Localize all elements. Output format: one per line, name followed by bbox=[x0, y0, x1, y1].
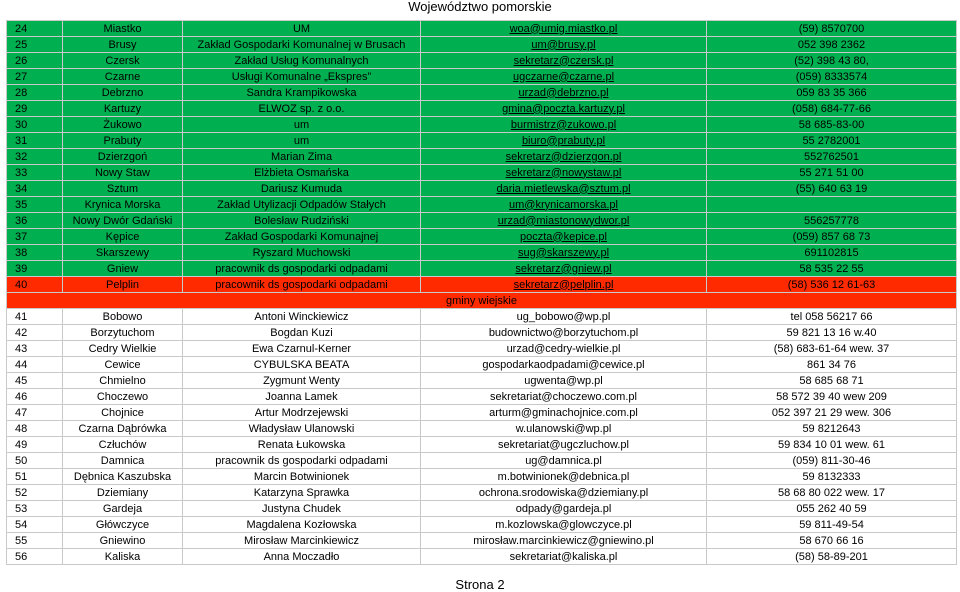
row-number: 39 bbox=[7, 261, 63, 277]
table-row bbox=[7, 309, 957, 325]
contact-name-cell: Bolesław Rudziński bbox=[183, 213, 421, 229]
table-row bbox=[7, 101, 957, 117]
row-number: 26 bbox=[7, 53, 63, 69]
email-cell bbox=[421, 197, 707, 213]
town-cell: Żukowo bbox=[63, 117, 183, 133]
town-cell: Człuchów bbox=[63, 437, 183, 453]
town-cell: Damnica bbox=[63, 453, 183, 469]
phone-cell: 055 262 40 59 bbox=[707, 501, 957, 517]
contact-name-cell: pracownik ds gospodarki odpadami bbox=[183, 261, 421, 277]
email-cell: arturm@gminachojnice.com.pl bbox=[421, 405, 707, 421]
email-cell bbox=[421, 277, 707, 293]
email-cell: ugwenta@wp.pl bbox=[421, 373, 707, 389]
row-number: 24 bbox=[7, 21, 63, 37]
town-cell: Dzierzgoń bbox=[63, 149, 183, 165]
contact-name-cell: ELWOZ sp. z o.o. bbox=[183, 101, 421, 117]
town-cell: Chojnice bbox=[63, 405, 183, 421]
contact-name-cell: Dariusz Kumuda bbox=[183, 181, 421, 197]
phone-cell: tel 058 56217 66 bbox=[707, 309, 957, 325]
email-cell: sekretariat@choczewo.com.pl bbox=[421, 389, 707, 405]
town-cell: Cedry Wielkie bbox=[63, 341, 183, 357]
table-row bbox=[7, 373, 957, 389]
phone-cell: 691102815 bbox=[707, 245, 957, 261]
town-cell: Główczyce bbox=[63, 517, 183, 533]
table-row bbox=[7, 485, 957, 501]
email-cell bbox=[421, 69, 707, 85]
row-number: 56 bbox=[7, 549, 63, 565]
town-cell: Choczewo bbox=[63, 389, 183, 405]
row-number: 46 bbox=[7, 389, 63, 405]
row-number: 45 bbox=[7, 373, 63, 389]
contact-name-cell: Władysław Ulanowski bbox=[183, 421, 421, 437]
email-cell bbox=[421, 53, 707, 69]
row-number: 52 bbox=[7, 485, 63, 501]
table-row bbox=[7, 229, 957, 245]
row-number: 43 bbox=[7, 341, 63, 357]
email-cell: urzad@cedry-wielkie.pl bbox=[421, 341, 707, 357]
phone-cell: 59 8132333 bbox=[707, 469, 957, 485]
phone-cell: 55 271 51 00 bbox=[707, 165, 957, 181]
town-cell: Gniewino bbox=[63, 533, 183, 549]
email-cell bbox=[421, 133, 707, 149]
contact-name-cell: pracownik ds gospodarki odpadami bbox=[183, 277, 421, 293]
town-cell: Sztum bbox=[63, 181, 183, 197]
contact-name-cell: um bbox=[183, 133, 421, 149]
contact-name-cell: Ryszard Muchowski bbox=[183, 245, 421, 261]
email-link[interactable]: poczta@kepice.pl bbox=[520, 230, 607, 243]
table-row bbox=[7, 357, 957, 373]
row-number: 55 bbox=[7, 533, 63, 549]
email-cell bbox=[421, 165, 707, 181]
table-row bbox=[7, 117, 957, 133]
email-link[interactable]: sekretarz@nowystaw.pl bbox=[505, 166, 622, 179]
town-cell: Borzytuchom bbox=[63, 325, 183, 341]
phone-cell: 052 397 21 29 wew. 306 bbox=[707, 405, 957, 421]
email-cell bbox=[421, 245, 707, 261]
table-row bbox=[7, 549, 957, 565]
table-row bbox=[7, 421, 957, 437]
row-number: 44 bbox=[7, 357, 63, 373]
table-row bbox=[7, 213, 957, 229]
row-number: 54 bbox=[7, 517, 63, 533]
town-cell: Bobowo bbox=[63, 309, 183, 325]
row-number: 38 bbox=[7, 245, 63, 261]
phone-cell: 052 398 2362 bbox=[707, 37, 957, 53]
section-label: gminy wiejskie bbox=[7, 293, 957, 309]
email-cell bbox=[421, 229, 707, 245]
contact-name-cell: CYBULSKA BEATA bbox=[183, 357, 421, 373]
phone-cell: 58 670 66 16 bbox=[707, 533, 957, 549]
contact-name-cell: Bogdan Kuzi bbox=[183, 325, 421, 341]
row-number: 51 bbox=[7, 469, 63, 485]
section-header-row bbox=[7, 293, 957, 309]
phone-cell: 556257778 bbox=[707, 213, 957, 229]
town-cell: Skarszewy bbox=[63, 245, 183, 261]
town-cell: Cewice bbox=[63, 357, 183, 373]
email-cell: budownictwo@borzytuchom.pl bbox=[421, 325, 707, 341]
email-cell bbox=[421, 85, 707, 101]
table-row bbox=[7, 245, 957, 261]
email-link[interactable]: burmistrz@zukowo.pl bbox=[510, 118, 617, 131]
table-row bbox=[7, 133, 957, 149]
phone-cell: 58 685-83-00 bbox=[707, 117, 957, 133]
email-link[interactable]: daria.mietlewska@sztum.pl bbox=[496, 182, 631, 195]
email-cell: m.kozlowska@glowczyce.pl bbox=[421, 517, 707, 533]
row-number: 33 bbox=[7, 165, 63, 181]
row-number: 41 bbox=[7, 309, 63, 325]
row-number: 40 bbox=[7, 277, 63, 293]
contact-name-cell: Joanna Lamek bbox=[183, 389, 421, 405]
email-link[interactable]: woa@umig.miastko.pl bbox=[509, 22, 618, 35]
email-cell: mirosław.marcinkiewicz@gniewino.pl bbox=[421, 533, 707, 549]
row-number: 27 bbox=[7, 69, 63, 85]
page-title: Województwo pomorskie bbox=[408, 0, 552, 14]
email-cell: m.botwinionek@debnica.pl bbox=[421, 469, 707, 485]
town-cell: Gniew bbox=[63, 261, 183, 277]
phone-cell: 59 8212643 bbox=[707, 421, 957, 437]
town-cell: Nowy Staw bbox=[63, 165, 183, 181]
phone-cell: 58 535 22 55 bbox=[707, 261, 957, 277]
town-cell: Miastko bbox=[63, 21, 183, 37]
row-number: 37 bbox=[7, 229, 63, 245]
phone-cell: (58) 58-89-201 bbox=[707, 549, 957, 565]
phone-cell: (59) 8570700 bbox=[707, 21, 957, 37]
table-row bbox=[7, 517, 957, 533]
town-cell: Dębnica Kaszubska bbox=[63, 469, 183, 485]
contact-name-cell: Antoni Winckiewicz bbox=[183, 309, 421, 325]
email-cell: ug_bobowo@wp.pl bbox=[421, 309, 707, 325]
table-row bbox=[7, 53, 957, 69]
table-row bbox=[7, 437, 957, 453]
phone-cell: (58) 683-61-64 wew. 37 bbox=[707, 341, 957, 357]
phone-cell: (058) 684-77-66 bbox=[707, 101, 957, 117]
table-row bbox=[7, 469, 957, 485]
contact-name-cell: Sandra Krampikowska bbox=[183, 85, 421, 101]
phone-cell: (58) 536 12 61-63 bbox=[707, 277, 957, 293]
phone-cell: 58 572 39 40 wew 209 bbox=[707, 389, 957, 405]
email-cell bbox=[421, 181, 707, 197]
email-cell bbox=[421, 117, 707, 133]
contact-name-cell: Katarzyna Sprawka bbox=[183, 485, 421, 501]
town-cell: Krynica Morska bbox=[63, 197, 183, 213]
contact-name-cell: Zakład Gospodarki Komunajnej bbox=[183, 229, 421, 245]
contact-name-cell: Marcin Botwinionek bbox=[183, 469, 421, 485]
contact-name-cell: Justyna Chudek bbox=[183, 501, 421, 517]
contact-name-cell: Artur Modrzejewski bbox=[183, 405, 421, 421]
row-number: 34 bbox=[7, 181, 63, 197]
contact-name-cell: um bbox=[183, 117, 421, 133]
page-number: Strona 2 bbox=[455, 577, 505, 592]
town-cell: Czarna Dąbrówka bbox=[63, 421, 183, 437]
phone-cell: (52) 398 43 80, bbox=[707, 53, 957, 69]
phone-cell: 58 685 68 71 bbox=[707, 373, 957, 389]
town-cell: Kartuzy bbox=[63, 101, 183, 117]
contacts-table bbox=[6, 20, 957, 565]
table-row bbox=[7, 501, 957, 517]
email-cell bbox=[421, 21, 707, 37]
contact-name-cell: Zakład Utylizacji Odpadów Stałych bbox=[183, 197, 421, 213]
table-row bbox=[7, 69, 957, 85]
town-cell: Kaliska bbox=[63, 549, 183, 565]
row-number: 50 bbox=[7, 453, 63, 469]
phone-cell: (059) 8333574 bbox=[707, 69, 957, 85]
table-row bbox=[7, 389, 957, 405]
phone-cell: (55) 640 63 19 bbox=[707, 181, 957, 197]
table-row bbox=[7, 533, 957, 549]
contact-name-cell: Marian Zima bbox=[183, 149, 421, 165]
table-row bbox=[7, 149, 957, 165]
table-row bbox=[7, 277, 957, 293]
row-number: 49 bbox=[7, 437, 63, 453]
row-number: 48 bbox=[7, 421, 63, 437]
table-row bbox=[7, 197, 957, 213]
email-link[interactable]: um@brusy.pl bbox=[531, 38, 596, 51]
email-cell: w.ulanowski@wp.pl bbox=[421, 421, 707, 437]
row-number: 35 bbox=[7, 197, 63, 213]
contact-name-cell: Magdalena Kozłowska bbox=[183, 517, 421, 533]
town-cell: Prabuty bbox=[63, 133, 183, 149]
row-number: 36 bbox=[7, 213, 63, 229]
phone-cell: (059) 811-30-46 bbox=[707, 453, 957, 469]
email-link[interactable]: sekretarz@pelplin.pl bbox=[513, 278, 614, 291]
town-cell: Czarne bbox=[63, 69, 183, 85]
contact-name-cell: Elżbieta Osmańska bbox=[183, 165, 421, 181]
table-row bbox=[7, 37, 957, 53]
contact-name-cell: Ewa Czarnul-Kerner bbox=[183, 341, 421, 357]
town-cell: Pelplin bbox=[63, 277, 183, 293]
table-row bbox=[7, 453, 957, 469]
email-cell: ochrona.srodowiska@dziemiany.pl bbox=[421, 485, 707, 501]
phone-cell: (059) 857 68 73 bbox=[707, 229, 957, 245]
row-number: 31 bbox=[7, 133, 63, 149]
town-cell: Gardeja bbox=[63, 501, 183, 517]
email-cell bbox=[421, 213, 707, 229]
town-cell: Chmielno bbox=[63, 373, 183, 389]
email-link[interactable]: urzad@miastonowydwor.pl bbox=[497, 214, 630, 227]
email-link[interactable]: sekretarz@dzierzgon.pl bbox=[505, 150, 622, 163]
contact-name-cell: Anna Moczadło bbox=[183, 549, 421, 565]
email-link[interactable]: sekretarz@gniew.pl bbox=[515, 262, 612, 275]
phone-cell: 59 821 13 16 w.40 bbox=[707, 325, 957, 341]
contact-name-cell: Zygmunt Wenty bbox=[183, 373, 421, 389]
phone-cell: 552762501 bbox=[707, 149, 957, 165]
email-link[interactable]: ugczarne@czarne.pl bbox=[512, 70, 615, 83]
row-number: 53 bbox=[7, 501, 63, 517]
row-number: 32 bbox=[7, 149, 63, 165]
email-link[interactable]: gmina@poczta.kartuzy.pl bbox=[502, 102, 625, 115]
table-row bbox=[7, 325, 957, 341]
email-cell: sekretariat@kaliska.pl bbox=[421, 549, 707, 565]
table-row bbox=[7, 341, 957, 357]
town-cell: Dziemiany bbox=[63, 485, 183, 501]
table-row bbox=[7, 405, 957, 421]
town-cell: Kępice bbox=[63, 229, 183, 245]
email-link[interactable]: urzad@debrzno.pl bbox=[518, 86, 609, 99]
email-link[interactable]: biuro@prabuty.pl bbox=[521, 134, 606, 147]
contact-name-cell: pracownik ds gospodarki odpadami bbox=[183, 453, 421, 469]
phone-cell: 58 68 80 022 wew. 17 bbox=[707, 485, 957, 501]
email-cell: ug@damnica.pl bbox=[421, 453, 707, 469]
phone-cell: 861 34 76 bbox=[707, 357, 957, 373]
table-row bbox=[7, 181, 957, 197]
row-number: 47 bbox=[7, 405, 63, 421]
row-number: 30 bbox=[7, 117, 63, 133]
town-cell: Debrzno bbox=[63, 85, 183, 101]
phone-cell: 55 2782001 bbox=[707, 133, 957, 149]
email-link[interactable]: um@krynicamorska.pl bbox=[509, 198, 618, 211]
phone-cell: 59 834 10 01 wew. 61 bbox=[707, 437, 957, 453]
table-row bbox=[7, 21, 957, 37]
email-cell bbox=[421, 37, 707, 53]
email-cell bbox=[421, 149, 707, 165]
contact-name-cell: Zakład Usług Komunalnych bbox=[183, 53, 421, 69]
town-cell: Nowy Dwór Gdański bbox=[63, 213, 183, 229]
phone-cell bbox=[707, 197, 957, 213]
email-link[interactable]: sug@skarszewy.pl bbox=[517, 246, 610, 259]
contact-name-cell: Zakład Gospodarki Komunalnej w Brusach bbox=[183, 37, 421, 53]
email-cell: gospodarkaodpadami@cewice.pl bbox=[421, 357, 707, 373]
row-number: 25 bbox=[7, 37, 63, 53]
town-cell: Czersk bbox=[63, 53, 183, 69]
row-number: 29 bbox=[7, 101, 63, 117]
table-row bbox=[7, 261, 957, 277]
contact-name-cell: Usługi Komunalne „Ekspres” bbox=[183, 69, 421, 85]
email-cell bbox=[421, 261, 707, 277]
town-cell: Brusy bbox=[63, 37, 183, 53]
table-row bbox=[7, 165, 957, 181]
row-number: 42 bbox=[7, 325, 63, 341]
phone-cell: 059 83 35 366 bbox=[707, 85, 957, 101]
table-row bbox=[7, 85, 957, 101]
email-cell bbox=[421, 101, 707, 117]
email-link[interactable]: sekretarz@czersk.pl bbox=[513, 54, 614, 67]
contact-name-cell: Mirosław Marcinkiewicz bbox=[183, 533, 421, 549]
phone-cell: 59 811-49-54 bbox=[707, 517, 957, 533]
row-number: 28 bbox=[7, 85, 63, 101]
contact-name-cell: UM bbox=[183, 21, 421, 37]
email-cell: sekretariat@ugczluchow.pl bbox=[421, 437, 707, 453]
contact-name-cell: Renata Łukowska bbox=[183, 437, 421, 453]
email-cell: odpady@gardeja.pl bbox=[421, 501, 707, 517]
